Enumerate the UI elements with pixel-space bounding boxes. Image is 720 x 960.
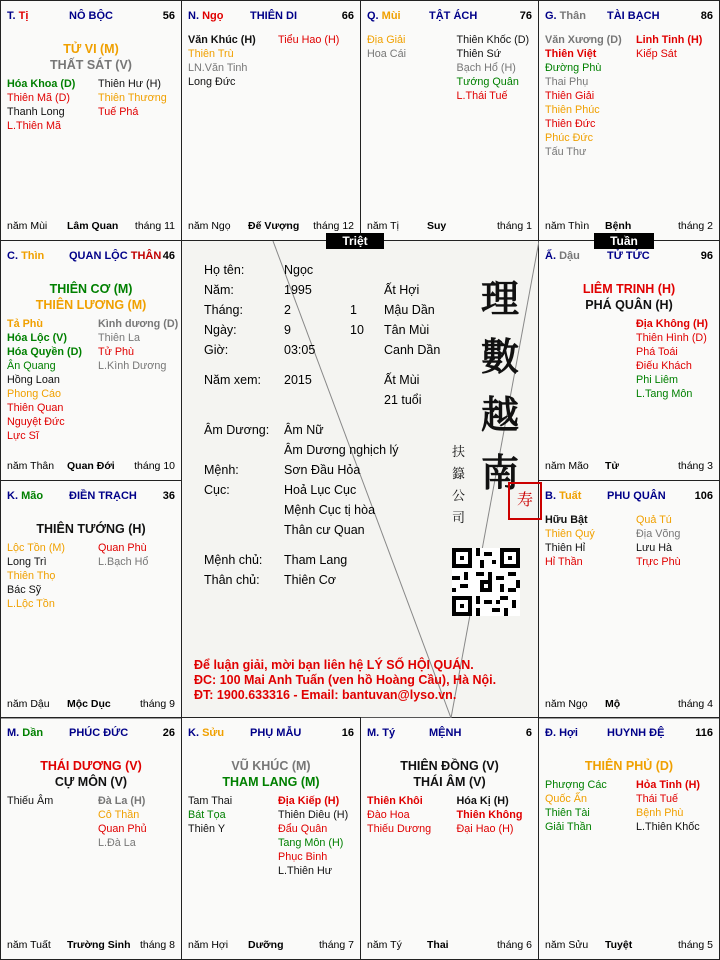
cuc-value: Hoả Lục Cục <box>284 483 357 497</box>
minor-star: Tuế Phá <box>98 106 139 118</box>
tuan-tag: Tuần <box>594 233 654 249</box>
view-year-value: 2015 <box>284 373 312 387</box>
minor-star: Đào Hoa <box>367 809 410 821</box>
minor-star: Thiên Phúc <box>545 104 600 116</box>
main-stars <box>1 521 181 537</box>
palace-footer <box>367 939 532 953</box>
palace-footer <box>545 220 713 234</box>
main-stars <box>182 758 360 790</box>
day-lunar-num: 10 <box>350 323 364 337</box>
minor-star: Tử Phù <box>98 346 135 358</box>
minor-star: Tướng Quân <box>456 76 519 88</box>
minor-star: Bát Tọa <box>188 809 226 821</box>
month-lunar: Mậu Dần <box>384 303 435 317</box>
minor-star: Thiên Thọ <box>7 570 56 582</box>
minor-star: Thiên Tài <box>545 807 590 819</box>
minor-star: Văn Xương (D) <box>545 34 622 46</box>
minor-star: Cô Thần <box>98 809 140 821</box>
minor-star: Quan Phù <box>98 542 147 554</box>
palace-footer <box>545 460 713 474</box>
hour-label: Giờ: <box>204 343 229 357</box>
year-label: năm Ngọ <box>188 220 231 232</box>
main-star: CỰ MÔN (V) <box>54 775 128 789</box>
palace-name: PHU QUÂN <box>607 490 666 502</box>
palace-hoi[interactable] <box>538 717 720 960</box>
contact-block <box>194 658 496 703</box>
month-label: tháng 5 <box>677 939 713 951</box>
year-solar: 1995 <box>284 283 312 297</box>
palace-name: MỆNH <box>429 727 462 739</box>
minor-stars-left <box>367 33 406 61</box>
palace-name: PHỤ MẪU <box>250 727 302 739</box>
palace-name: NÔ BỘC <box>69 10 113 22</box>
palace-suu[interactable] <box>181 717 361 960</box>
minor-star: Đẩu Quân <box>278 823 328 835</box>
life-stage: Tử <box>605 460 620 472</box>
month-label: tháng 4 <box>677 698 713 710</box>
palace-mui[interactable] <box>360 0 539 241</box>
month-label: tháng 12 <box>313 220 354 232</box>
palace-tuat[interactable] <box>538 480 720 719</box>
main-star: THÁI DƯƠNG (V) <box>40 759 142 773</box>
minor-stars-right <box>636 33 702 61</box>
minor-star: Địa Võng <box>636 528 681 540</box>
hour-value: 03:05 <box>284 343 316 357</box>
minor-star: Phượng Các <box>545 779 607 791</box>
minor-star: L.Kình Dương <box>98 360 167 372</box>
palace-header <box>545 10 713 24</box>
palace-footer <box>188 220 354 234</box>
minor-stars-right <box>98 77 167 119</box>
palace-dau[interactable] <box>538 240 720 481</box>
major-period-number: 6 <box>525 727 532 739</box>
palace-name: TỬ TỨC <box>607 250 650 262</box>
major-period-number: 86 <box>700 10 713 22</box>
branch-label: K. Sửu <box>188 727 225 739</box>
minor-star: Thiên Khốc (D) <box>456 34 530 46</box>
main-stars <box>1 281 181 313</box>
minor-stars-left <box>188 794 232 836</box>
minor-star: L.Bạch Hổ <box>98 556 149 568</box>
palace-header <box>188 10 354 24</box>
palace-header <box>7 250 175 264</box>
month-solar: 2 <box>284 303 291 317</box>
minor-stars-left <box>545 33 622 159</box>
year-label: năm Mùi <box>7 220 48 232</box>
minor-star: Hoa Cái <box>367 48 407 60</box>
minor-stars-left <box>7 541 65 611</box>
life-stage: Lâm Quan <box>67 220 119 232</box>
major-period-number: 16 <box>341 727 354 739</box>
palace-footer <box>545 698 713 712</box>
minor-star: Phi Liêm <box>636 374 679 386</box>
main-stars <box>1 41 181 73</box>
age-value: 21 tuổi <box>384 393 422 407</box>
side-calligraphy: 扶 籙 公 司 <box>452 445 466 526</box>
month-label: tháng 9 <box>139 698 175 710</box>
am-duong-note: Âm Dương nghịch lý <box>284 443 399 457</box>
minor-stars-right <box>457 794 523 836</box>
minor-star: Thiên Diêu (H) <box>278 809 349 821</box>
year-label: năm Mão <box>545 460 589 472</box>
minor-stars-right <box>636 513 681 569</box>
branch-label: G. Thân <box>545 10 586 22</box>
year-lunar: Ất Hợi <box>384 283 420 297</box>
palace-header <box>545 490 713 504</box>
main-star: PHÁ QUÂN (H) <box>585 298 673 312</box>
main-star: TỬ VI (M) <box>63 42 119 56</box>
palace-footer <box>7 460 175 474</box>
minor-stars-left <box>545 513 595 569</box>
life-stage: Mộc Dục <box>67 698 111 710</box>
minor-star: Thanh Long <box>7 106 65 118</box>
minor-star: Thiên Đức <box>545 118 596 130</box>
palace-name: HUYNH ĐỆ <box>607 727 665 739</box>
minor-star: Đường Phù <box>545 62 602 74</box>
than-chu-value: Thiên Cơ <box>284 573 336 587</box>
main-stars <box>539 281 719 313</box>
minor-star: Thai Phụ <box>545 76 589 88</box>
branch-label: M. Dần <box>7 727 44 739</box>
palace-ngo[interactable] <box>181 0 361 241</box>
minor-star: L.Thiên Khốc <box>636 821 700 833</box>
minor-star: L.Thiên Mã <box>7 120 62 132</box>
minor-star: Thiên Giải <box>545 90 595 102</box>
than-marker: THÂN <box>127 250 162 262</box>
main-star: THÁI ÂM (V) <box>413 775 486 789</box>
minor-star: Bệnh Phù <box>636 807 684 819</box>
minor-star: Điếu Khách <box>636 360 692 372</box>
minor-star: L.Thiên Hư <box>278 865 333 877</box>
year-label: năm Thân <box>7 460 55 472</box>
minor-star: Long Trì <box>7 556 47 568</box>
palace-name: PHÚC ĐỨC <box>69 727 129 739</box>
minor-stars-right <box>636 778 700 834</box>
minor-star: Hỉ Thần <box>545 556 583 568</box>
minor-stars-right <box>98 794 147 850</box>
qr-code[interactable] <box>452 548 520 616</box>
palace-header <box>545 727 713 741</box>
calligraphy-logo: 理 數 越 南 <box>480 276 519 495</box>
minor-stars-left <box>7 317 82 443</box>
minor-star: Thái Tuế <box>636 793 679 805</box>
palace-name: TẬT ÁCH <box>429 10 478 22</box>
cuc-note-1: Mệnh Cục tị hòa <box>284 503 376 517</box>
minor-star: Hóa Khoa (D) <box>7 78 76 90</box>
main-stars <box>539 758 719 774</box>
minor-star: L.Lộc Tồn <box>7 598 55 610</box>
main-star: VŨ KHÚC (M) <box>231 759 311 773</box>
month-label: tháng 10 <box>134 460 175 472</box>
year-label: năm Hợi <box>188 939 229 951</box>
minor-star: Thiên Hư (H) <box>98 78 162 90</box>
palace-dan[interactable] <box>0 717 182 960</box>
minor-stars-right <box>98 317 178 373</box>
month-label: tháng 8 <box>139 939 175 951</box>
day-lunar: Tân Mùi <box>384 323 430 337</box>
minor-star: Kiếp Sát <box>636 48 677 60</box>
minor-star: Quả Tú <box>636 514 672 526</box>
palace-header <box>7 727 175 741</box>
day-solar: 9 <box>284 323 291 337</box>
main-stars <box>361 758 538 790</box>
month-label: tháng 6 <box>496 939 532 951</box>
minor-stars-left <box>367 794 431 836</box>
minor-star: Địa Giải <box>367 34 406 46</box>
minor-stars-left <box>7 794 53 808</box>
name-value: Ngọc <box>284 263 314 277</box>
minor-stars-right <box>98 541 148 569</box>
minor-stars-right <box>636 317 708 401</box>
name-label: Họ tên: <box>204 263 245 277</box>
life-stage: Mộ <box>605 698 621 710</box>
palace-footer <box>7 220 175 234</box>
major-period-number: 26 <box>162 727 175 739</box>
minor-star: LN.Văn Tinh <box>188 62 248 74</box>
palace-footer <box>7 698 175 712</box>
minor-star: Thiên Hình (D) <box>636 332 707 344</box>
year-label: Năm: <box>204 283 234 297</box>
year-label: năm Thìn <box>545 220 590 232</box>
minor-star: Thiếu Dương <box>367 823 432 835</box>
hour-lunar: Canh Dần <box>384 343 441 357</box>
palace-name: ĐIỀN TRẠCH <box>69 490 137 502</box>
minor-star: Linh Tinh (H) <box>636 34 703 46</box>
minor-star: Thiên Quý <box>545 528 595 540</box>
month-lunar-num: 1 <box>350 303 357 317</box>
day-label: Ngày: <box>204 323 237 337</box>
minor-star: Bạch Hổ (H) <box>456 62 516 74</box>
minor-star: L.Tang Môn <box>636 388 693 400</box>
minor-star: Phá Toái <box>636 346 678 358</box>
minor-star: L.Thái Tuế <box>456 90 508 102</box>
minor-star: Tả Phù <box>7 318 43 330</box>
palace-footer <box>7 939 175 953</box>
minor-star: Thiên Không <box>456 809 523 821</box>
am-duong-label: Âm Dương: <box>204 423 270 437</box>
palace-header <box>367 10 532 24</box>
view-year-lunar: Ất Mùi <box>384 373 420 387</box>
main-star: THIÊN CƠ (M) <box>49 282 133 296</box>
palace-thin[interactable] <box>0 240 182 481</box>
minor-stars-left <box>7 77 75 133</box>
minor-star: Tam Thai <box>188 795 233 807</box>
minor-star: Bác Sỹ <box>7 584 42 596</box>
branch-label: Đ. Hợi <box>545 727 578 739</box>
palace-ty[interactable] <box>360 717 539 960</box>
minor-star: Long Đức <box>188 76 236 88</box>
life-stage: Dưỡng <box>248 939 284 951</box>
minor-star: Hóa Lộc (V) <box>7 332 67 344</box>
minor-star: Địa Kiếp (H) <box>278 795 340 807</box>
minor-star: Tang Môn (H) <box>278 837 344 849</box>
main-star: THIÊN TƯỚNG (H) <box>36 522 146 536</box>
branch-label: K. Mão <box>7 490 44 502</box>
minor-stars-left <box>545 778 607 834</box>
year-label: năm Dậu <box>7 698 50 710</box>
triet-tag: Triệt <box>326 233 384 249</box>
contact-line-2: ĐC: 100 Mai Anh Tuấn (ven hồ Hoàng Cầu), Hà Nội. <box>194 673 497 687</box>
life-stage: Bệnh <box>605 220 632 232</box>
palace-footer <box>367 220 532 234</box>
palace-name: QUAN LỘC THÂN <box>69 250 162 262</box>
main-stars <box>1 758 181 790</box>
minor-star: Trực Phù <box>636 556 681 568</box>
major-period-number: 116 <box>695 727 713 739</box>
branch-label: Q. Mùi <box>367 10 401 22</box>
minor-star: Tiểu Hao (H) <box>278 34 340 46</box>
palace-header <box>545 250 713 264</box>
main-star: THẤT SÁT (V) <box>50 58 132 72</box>
minor-star: Đà La (H) <box>98 795 146 807</box>
cuc-note-2: Thân cư Quan <box>284 523 365 537</box>
minor-star: Giải Thần <box>545 821 592 833</box>
main-star: THAM LANG (M) <box>222 775 320 789</box>
month-label: Tháng: <box>204 303 243 317</box>
minor-star: L.Đà La <box>98 837 136 849</box>
minor-star: Hồng Loan <box>7 374 60 386</box>
year-label: năm Ngọ <box>545 698 588 710</box>
palace-header <box>7 490 175 504</box>
major-period-number: 106 <box>694 490 713 502</box>
minor-star: Quốc Ấn <box>545 793 588 805</box>
year-label: năm Tuất <box>7 939 51 951</box>
year-label: năm Sửu <box>545 939 589 951</box>
minor-star: Thiên Khôi <box>367 795 423 807</box>
branch-label: Ấ. Dậu <box>545 250 580 262</box>
minor-star: Lộc Tồn (M) <box>7 542 66 554</box>
month-label: tháng 3 <box>677 460 713 472</box>
menh-chu-value: Tham Lang <box>284 553 348 567</box>
palace-ti[interactable] <box>0 0 182 241</box>
minor-stars-right <box>457 33 530 103</box>
minor-star: Lưu Hà <box>636 542 673 554</box>
month-label: tháng 7 <box>318 939 354 951</box>
palace-header <box>188 727 354 741</box>
major-period-number: 46 <box>162 250 175 262</box>
minor-star: Địa Không (H) <box>636 318 708 330</box>
palace-header <box>367 727 532 741</box>
major-period-number: 96 <box>700 250 713 262</box>
minor-star: Thiên Trù <box>188 48 234 60</box>
main-star: THIÊN LƯƠNG (M) <box>35 298 147 312</box>
life-stage: Trường Sinh <box>67 939 131 951</box>
major-period-number: 36 <box>162 490 175 502</box>
minor-stars-left <box>188 33 256 89</box>
minor-star: Thiếu Âm <box>7 795 54 807</box>
minor-star: Quan Phủ <box>98 823 147 835</box>
contact-line-3: ĐT: 1900.633316 - Email: bantuvan@lyso.vn. <box>194 688 457 702</box>
branch-label: C. Thìn <box>7 250 45 262</box>
palace-footer <box>188 939 354 953</box>
year-label: năm Tý <box>367 939 402 951</box>
life-stage: Thai <box>427 939 449 951</box>
menh-chu-label: Mệnh chủ: <box>204 553 263 567</box>
view-year-label: Năm xem: <box>204 373 261 387</box>
minor-star: Phục Binh <box>278 851 328 863</box>
minor-star: Thiên Y <box>188 823 226 835</box>
minor-star: Phúc Đức <box>545 132 594 144</box>
branch-label: N. Ngọ <box>188 10 224 22</box>
minor-star: Thiên Việt <box>545 48 597 60</box>
major-period-number: 66 <box>341 10 354 22</box>
minor-star: Văn Khúc (H) <box>188 34 256 46</box>
cuc-label: Cục: <box>204 483 230 497</box>
palace-name: TÀI BẠCH <box>607 10 660 22</box>
minor-star: Đại Hao (H) <box>456 823 514 835</box>
minor-star: Phong Cáo <box>7 388 62 400</box>
minor-star: Hóa Kị (H) <box>456 795 509 807</box>
major-period-number: 56 <box>162 10 175 22</box>
month-label: tháng 1 <box>496 220 532 232</box>
life-stage: Suy <box>427 220 447 232</box>
minor-stars-right <box>278 794 348 878</box>
major-period-number: 76 <box>519 10 532 22</box>
branch-label: M. Tý <box>367 727 396 739</box>
month-label: tháng 11 <box>134 220 175 232</box>
life-stage: Tuyệt <box>605 939 633 951</box>
palace-mao[interactable] <box>0 480 182 719</box>
minor-star: Hỏa Tinh (H) <box>636 779 700 791</box>
palace-header <box>7 10 175 24</box>
minor-star: Hữu Bật <box>545 514 588 526</box>
main-star: THIÊN PHỦ (D) <box>584 759 674 773</box>
year-label: năm Tị <box>367 220 399 232</box>
palace-name: THIÊN DI <box>250 10 298 22</box>
life-stage: Đế Vượng <box>248 220 300 232</box>
main-star: LIÊM TRINH (H) <box>582 282 676 296</box>
minor-star: Thiên Mã (D) <box>7 92 70 104</box>
palace-than[interactable] <box>538 0 720 241</box>
than-chu-label: Thân chủ: <box>204 573 260 587</box>
minor-star: Thiên Sứ <box>456 48 501 60</box>
branch-label: T. Tị <box>7 10 29 22</box>
minor-star: Kình dương (D) <box>98 318 179 330</box>
palace-footer <box>545 939 713 953</box>
minor-star: Thiên Hỉ <box>545 542 586 554</box>
minor-stars-right <box>278 33 339 47</box>
am-duong-value: Âm Nữ <box>284 423 324 437</box>
minor-star: Hóa Quyền (D) <box>7 346 82 358</box>
minor-star: Nguyệt Đức <box>7 416 65 428</box>
month-label: tháng 2 <box>677 220 713 232</box>
minor-star: Thiên Thương <box>98 92 167 104</box>
minor-star: Thiên La <box>98 332 141 344</box>
menh-label: Mệnh: <box>204 463 239 477</box>
red-seal-icon: 寿 <box>508 482 542 520</box>
life-stage: Quan Đới <box>67 460 115 472</box>
branch-label: B. Tuất <box>545 490 582 502</box>
minor-star: Thiên Quan <box>7 402 64 414</box>
menh-value: Sơn Đầu Hỏa <box>284 463 361 477</box>
minor-star: Ân Quang <box>7 360 56 372</box>
main-star: THIÊN ĐỒNG (V) <box>400 759 499 773</box>
minor-star: Tấu Thư <box>545 146 587 158</box>
contact-line-1: Để luận giải, mời bạn liên hệ LÝ SỐ HỘI QUÁN. <box>194 658 474 672</box>
minor-star: Lực Sĩ <box>7 430 39 442</box>
